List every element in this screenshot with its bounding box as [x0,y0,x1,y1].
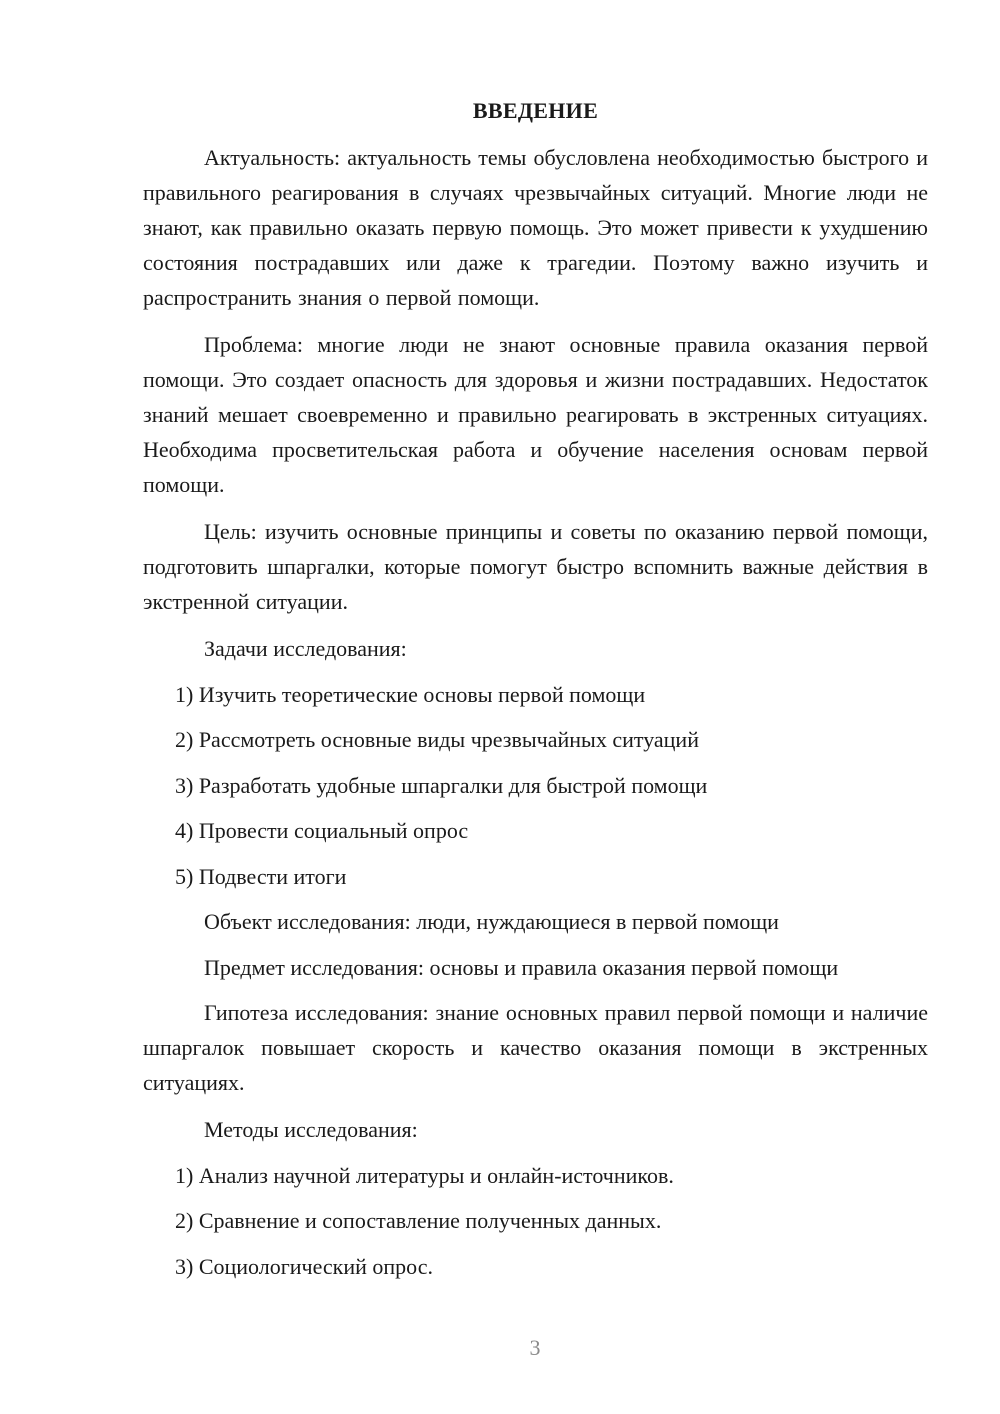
page-content [143,96,928,1294]
methods-heading: Методы исследования: [204,1117,418,1142]
hypothesis-paragraph: Гипотеза исследования: знание основных правил первой помощи и наличие шпаргалок повышает скорость и качество оказания помощи в экстренных ситуациях. [143,1000,928,1095]
research-object: Объект исследования: люди, нуждающиеся в первой помощи [204,909,779,934]
method-item: 1) Анализ научной литературы и онлайн-источников. [175,1162,674,1188]
section-title: ВВЕДЕНИЕ [472,98,599,123]
goal-paragraph: Цель: изучить основные принципы и советы по оказанию первой помощи, подготовить шпаргалки, которые помогут быстро вспомнить важные действия в экстренной ситуации. [143,519,928,614]
research-subject: Предмет исследования: основы и правила оказания первой помощи [204,954,839,980]
page-number: 3 [529,1335,541,1360]
task-item: 5) Подвести итоги [175,863,347,889]
task-item: 2) Рассмотреть основные виды чрезвычайных ситуаций [175,727,699,752]
task-item: 3) Разработать удобные шпаргалки для быстрой помощи [175,772,708,798]
relevance-paragraph: Актуальность: актуальность темы обусловлена необходимостью быстрого и правильного реагирования в случаях чрезвычайных ситуаций. Многие люди не знают, как правильно оказать первую помощь. Это может привести к ухудшению состояния пострадавших или даже к трагедии. Поэтому важно изучить и распространить знания о первой помощи. [143,145,928,310]
method-item: 2) Сравнение и сопоставление полученных данных. [175,1208,662,1233]
task-item: 1) Изучить теоретические основы первой помощи [175,681,646,707]
tasks-heading: Задачи исследования: [204,636,407,661]
method-item: 3) Социологический опрос. [175,1253,433,1279]
task-item: 4) Провести социальный опрос [175,818,469,843]
problem-paragraph: Проблема: многие люди не знают основные правила оказания первой помощи. Это создает опасность для здоровья и жизни пострадавших. Недостаток знаний мешает своевременно и правильно реагировать в экстренных ситуациях. Необходима просветительская работа и обучение населения основам первой помощи. [143,332,928,497]
